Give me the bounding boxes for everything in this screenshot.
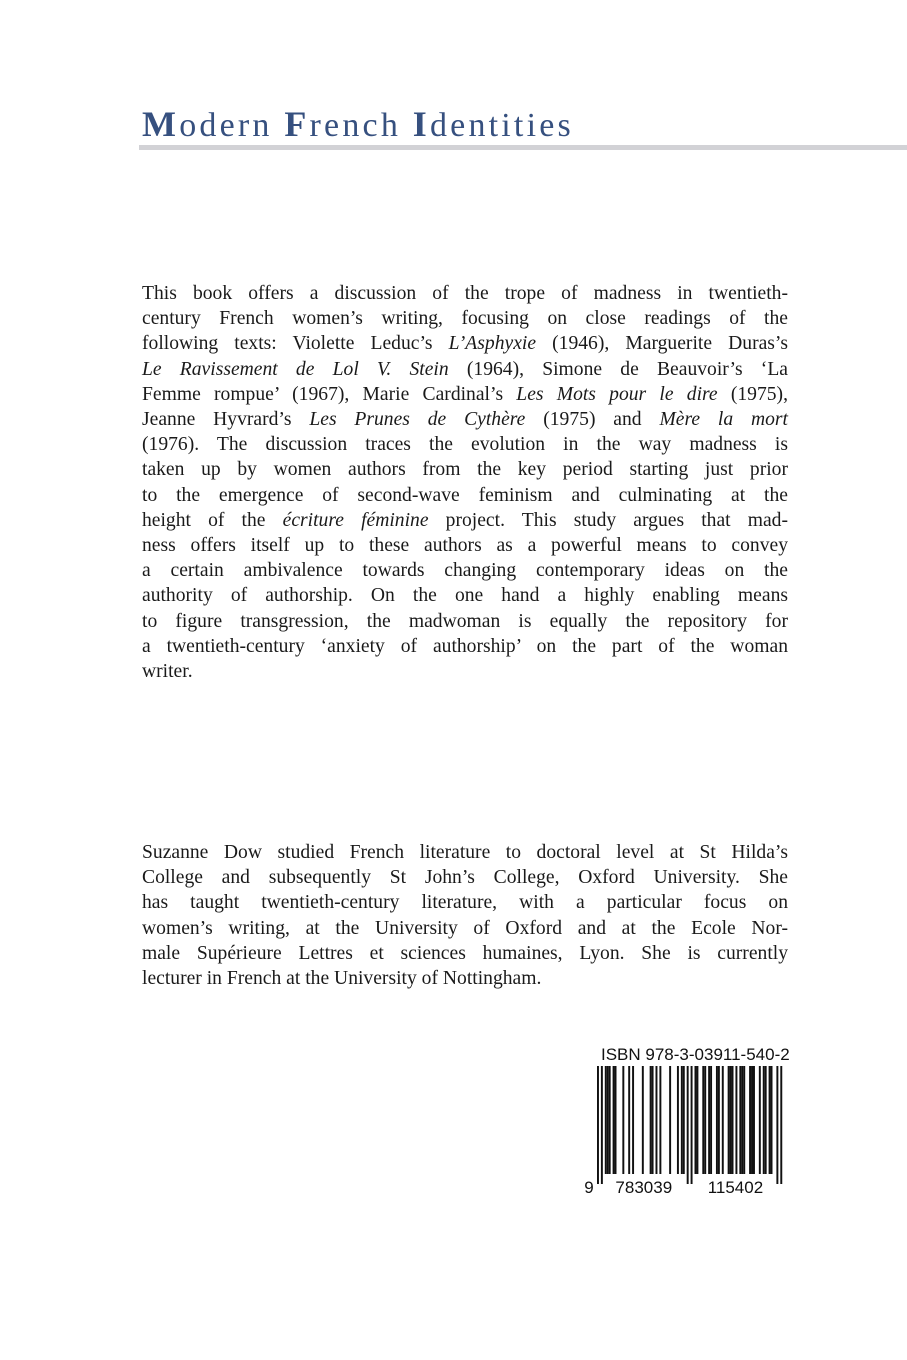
barcode-bar [695,1066,697,1174]
description-title-italic: Le Ravissement de Lol V. Stein [142,358,449,380]
description-text: taken up by women authors from the key period starting just prior [142,459,788,481]
barcode-bar [722,1066,724,1174]
barcode-bar [632,1066,634,1174]
bio-line [142,916,788,941]
isbn-label: ISBN 978-3-03911-540-2 [601,1045,790,1064]
barcode-bar [642,1066,644,1174]
barcode-bar [718,1066,720,1174]
description-title-italic: Les Prunes de Cythère [309,409,526,431]
barcode-bar [681,1066,683,1174]
description-line [142,483,788,508]
bio-line [142,840,788,865]
barcode-bar [652,1066,654,1174]
barcode-bar [622,1066,624,1174]
description-text: authority of authorship. On the one hand a highly enabling means [142,585,788,607]
description-text: (1975) and [525,409,660,431]
bio-text: has taught twentieth-century literature, with a particular focus on [142,892,788,914]
description-text: (1946), Marguerite Duras’s [536,333,788,355]
isbn-barcode [583,1066,789,1196]
barcode-bar [704,1066,706,1174]
description-text: to figure transgression, the madwoman is equally the repository for [142,610,788,632]
bio-text: Suzanne Dow studied French literature to doctoral level at St Hilda’s [142,842,788,863]
description-line [142,457,788,482]
barcode-digits: 9 [584,1178,594,1196]
description-line [142,533,788,558]
barcode-bar [656,1066,658,1174]
series-title-part-1: odern [179,107,285,144]
barcode-bar [776,1066,778,1184]
barcode-bar [702,1066,704,1174]
description-line [142,357,788,382]
barcode-bar [708,1066,710,1174]
series-title-cap-m: M [142,104,180,144]
barcode-bar [765,1066,767,1174]
barcode-bar [677,1066,679,1174]
barcode-bar [739,1066,741,1174]
barcode-bar [751,1066,753,1174]
description-line [142,382,788,407]
description-title-italic: Les Mots pour le dire [516,383,718,405]
barcode-bar [615,1066,617,1174]
barcode-bar [687,1066,689,1184]
description-line [142,583,788,608]
description-text: height of the [142,509,283,531]
barcode-bar [609,1066,611,1174]
series-title-cap-f: F [284,104,310,144]
barcode-bar [741,1066,743,1174]
barcode-bar [735,1066,737,1174]
barcode-bar [753,1066,755,1174]
description-text: century French women’s writing, focusing on close readings of the [142,308,788,330]
description-text: (1975), [717,383,788,405]
bio-line [142,941,788,966]
barcode-bar [650,1066,652,1174]
description-title-italic: L’Asphyxie [448,333,537,355]
description-text: (1976). The discussion traces the evolution in the way madness is [142,434,788,456]
description-text: project. This study argues that mad- [428,509,788,531]
barcode-bar [780,1066,782,1184]
series-title-part-2: rench [309,107,413,144]
series-title-part-3: dentities [429,107,574,144]
barcode-bar [771,1066,773,1174]
description-line [142,306,788,331]
series-title-cap-i: I [412,104,430,144]
description-line [142,281,788,306]
description-text: writer. [142,661,193,683]
description-line [142,508,788,533]
description-text: Femme rompue’ (1967), Marie Cardinal’s [142,383,517,405]
barcode-bar [763,1066,765,1174]
description-line [142,634,788,659]
bio-text: College and subsequently St John’s College, Oxford University. She [142,867,788,889]
barcode-bar [710,1066,712,1174]
barcode-bar [613,1066,615,1174]
description-text: to the emergence of second-wave feminism and culminating at the [142,484,788,506]
barcode-bar [605,1066,607,1174]
barcode-bar [691,1066,693,1184]
barcode-bar [769,1066,771,1174]
barcode-digits: 783039 [615,1178,673,1196]
barcode-bar [743,1066,745,1174]
series-title-rule [139,145,907,150]
book-description [142,281,788,684]
series-title [142,103,574,145]
barcode-digits: 115402 [707,1178,764,1196]
description-line [142,331,788,356]
barcode-bar [716,1066,718,1174]
barcode-bar [659,1066,661,1174]
description-text: a certain ambivalence towards changing contemporary ideas on the [142,560,788,582]
bio-line [142,966,788,991]
description-text: This book offers a discussion of the trope of madness in twentieth- [142,283,788,304]
description-line [142,558,788,583]
description-line [142,432,788,457]
barcode-bar [607,1066,609,1174]
bio-text: male Supérieure Lettres et sciences humaines, Lyon. She is currently [142,942,788,964]
description-text: (1964), Simone de Beauvoir’s ‘La [448,358,788,380]
barcode-bar [597,1066,599,1184]
barcode-bar [732,1066,734,1174]
bio-text: lecturer in French at the University of Nottingham. [142,968,542,990]
barcode-bar [728,1066,730,1174]
bio-line [142,890,788,915]
author-bio [142,840,788,991]
bio-text: women’s writing, at the University of Oxford and at the Ecole Nor- [142,917,788,939]
description-line [142,407,788,432]
barcode-bar [683,1066,685,1174]
barcode-bar [601,1066,603,1184]
description-line [142,609,788,634]
description-text: following texts: Violette Leduc’s [142,333,449,355]
barcode-bar [759,1066,761,1174]
barcode-bar [628,1066,630,1174]
description-text: ness offers itself up to these authors as a powerful means to convey [142,535,788,557]
barcode-bar [696,1066,698,1174]
description-text: Jeanne Hyvrard’s [142,409,310,431]
barcode-bar [749,1066,751,1174]
description-title-italic: écriture féminine [282,509,429,531]
barcode-bar [730,1066,732,1174]
bio-line [142,865,788,890]
description-title-italic: Mère la mort [659,409,788,431]
description-text: a twentieth-century ‘anxiety of authorship’ on the part of the woman [142,635,788,657]
description-line [142,659,788,684]
barcode-bar [669,1066,671,1174]
